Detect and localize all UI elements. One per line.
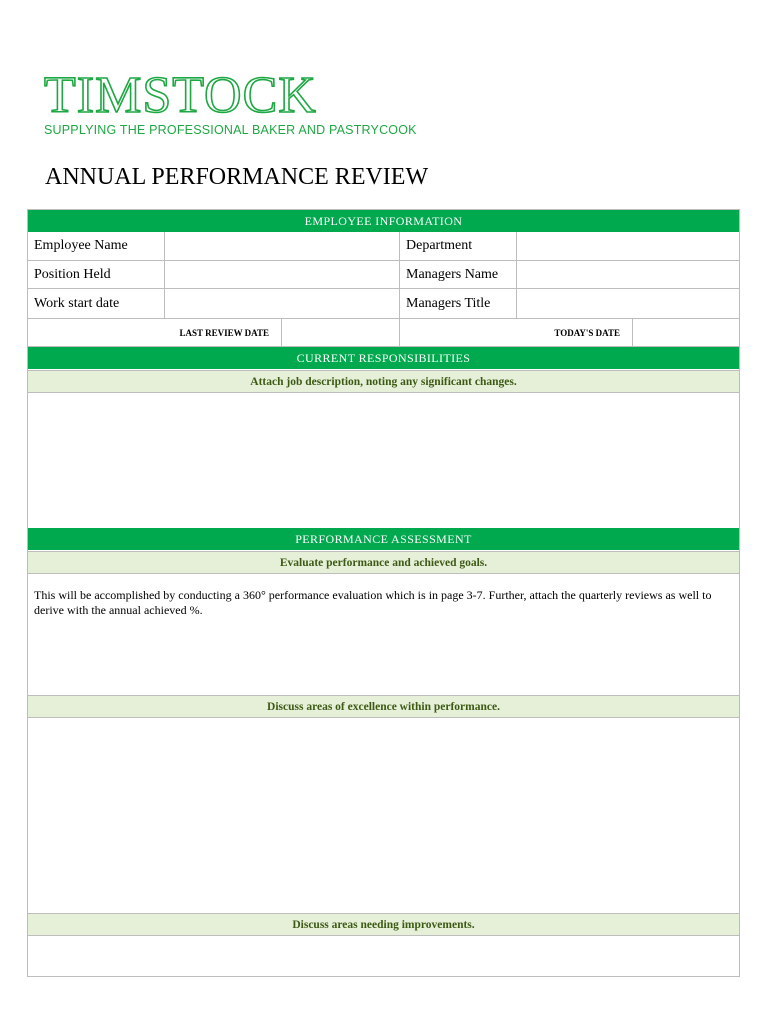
timstock-logo <box>44 67 424 137</box>
assessment-textarea[interactable]: This will be accomplished by conducting a 360° performance evaluation which is in page 3-7. Further, attach the quarterly reviews as well to derive with the annual achieved %. <box>34 588 712 617</box>
department-field[interactable] <box>517 232 739 261</box>
last-review-date-label: LAST REVIEW DATE <box>28 319 282 347</box>
page-title: ANNUAL PERFORMANCE REVIEW <box>45 164 429 190</box>
managers-name-label: Managers Name <box>400 261 517 289</box>
employee-name-field[interactable] <box>165 232 400 261</box>
managers-name-field[interactable] <box>517 261 739 289</box>
managers-title-label: Managers Title <box>400 289 517 319</box>
work-start-date-field[interactable] <box>165 289 400 319</box>
position-held-field[interactable] <box>165 261 400 289</box>
improvements-subheader: Discuss areas needing improvements. <box>28 913 739 936</box>
assessment-header: PERFORMANCE ASSESSMENT <box>28 528 739 550</box>
todays-date-field[interactable] <box>633 319 739 347</box>
position-held-label: Position Held <box>28 261 165 289</box>
excellence-subheader: Discuss areas of excellence within performance. <box>28 695 739 718</box>
responsibilities-textarea[interactable] <box>28 393 739 528</box>
excellence-textarea[interactable] <box>28 718 739 913</box>
employee-info-header: EMPLOYEE INFORMATION <box>28 210 739 232</box>
managers-title-field[interactable] <box>517 289 739 319</box>
work-start-date-label: Work start date <box>28 289 165 319</box>
improvements-textarea[interactable] <box>28 936 739 976</box>
assessment-subheader: Evaluate performance and achieved goals. <box>28 551 739 574</box>
last-review-date-field[interactable] <box>282 319 400 347</box>
department-label: Department <box>400 232 517 261</box>
employee-name-label: Employee Name <box>28 232 165 261</box>
responsibilities-subheader: Attach job description, noting any significant changes. <box>28 370 739 393</box>
review-form <box>27 209 740 977</box>
logo-tagline: SUPPLYING THE PROFESSIONAL BAKER AND PASTRYCOOK <box>44 123 417 137</box>
logo-wordmark: TIMSTOCK <box>44 67 317 124</box>
responsibilities-header: CURRENT RESPONSIBILITIES <box>28 347 739 369</box>
todays-date-label: TODAY'S DATE <box>400 319 633 347</box>
